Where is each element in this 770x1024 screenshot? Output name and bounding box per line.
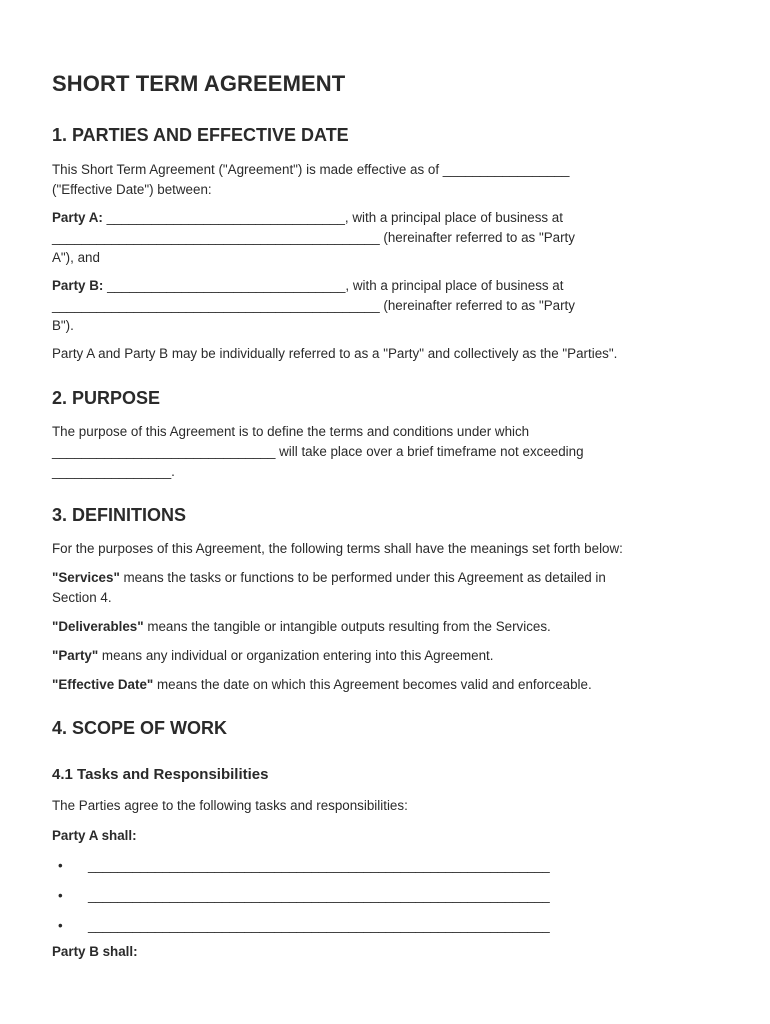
section-1-intro — [52, 160, 720, 200]
bullet-icon: • — [58, 918, 63, 933]
list-item-text: ______________________________________________________________ — [88, 918, 550, 933]
party-a-paragraph — [52, 208, 720, 268]
bullet-icon: • — [58, 888, 63, 903]
deliverables-def: means the tangible or intangible outputs resulting from the Services. — [143, 619, 551, 634]
purpose-line-3: ________________. — [52, 464, 175, 479]
effective-date-def: means the date on which this Agreement becomes valid and enforceable. — [153, 677, 592, 692]
section-1-heading: 1. PARTIES AND EFFECTIVE DATE — [52, 125, 349, 145]
party-a-line-3: A"), and — [52, 250, 100, 265]
party-a-line-1: ________________________________, with a principal place of business at — [102, 210, 563, 225]
services-def-line-1: means the tasks or functions to be performed under this Agreement as detailed in — [119, 570, 606, 585]
section-1-intro-line-2: ("Effective Date") between: — [52, 182, 212, 197]
list-item — [58, 886, 658, 906]
bullet-icon: • — [58, 858, 63, 873]
services-def-line-2: Section 4. — [52, 590, 112, 605]
party-a-label: Party A: — [52, 210, 103, 225]
party-b-shall-text: Party B shall: — [52, 944, 138, 959]
list-item-text: ______________________________________________________________ — [88, 888, 550, 903]
party-b-shall-label — [52, 942, 720, 962]
document-title: SHORT TERM AGREEMENT — [52, 71, 346, 96]
list-item-text: ______________________________________________________________ — [88, 858, 550, 873]
definition-party — [52, 646, 720, 666]
purpose-line-1: The purpose of this Agreement is to define the terms and conditions under which — [52, 424, 530, 439]
deliverables-term: "Deliverables" — [52, 619, 144, 634]
party-b-line-1: ________________________________, with a principal place of business at — [103, 278, 564, 293]
definition-deliverables — [52, 617, 720, 637]
section-1-intro-line-1: This Short Term Agreement ("Agreement") is made effective as of _________________ — [52, 162, 570, 177]
parties-collective-paragraph: Party A and Party B may be individually referred to as a "Party" and collectively as the "Parties". — [52, 346, 618, 361]
effective-date-term: "Effective Date" — [52, 677, 154, 692]
party-a-shall-text: Party A shall: — [52, 828, 137, 843]
definition-services — [52, 568, 720, 608]
party-def: means any individual or organization entering into this Agreement. — [98, 648, 494, 663]
party-b-paragraph — [52, 276, 720, 336]
party-b-line-2: ____________________________________________ (hereinafter referred to as "Party — [52, 298, 575, 313]
section-4-1-heading: 4.1 Tasks and Responsibilities — [52, 766, 269, 783]
list-item — [58, 916, 658, 936]
party-a-shall-label — [52, 826, 720, 846]
purpose-line-2: ______________________________ will take place over a brief timeframe not exceeding — [52, 444, 584, 459]
scope-intro: The Parties agree to the following tasks and responsibilities: — [52, 798, 408, 813]
party-term: "Party" — [52, 648, 99, 663]
party-b-line-3: B"). — [52, 318, 74, 333]
section-3-heading: 3. DEFINITIONS — [52, 505, 187, 525]
party-b-label: Party B: — [52, 278, 104, 293]
definition-effective-date — [52, 675, 720, 695]
services-term: "Services" — [52, 570, 120, 585]
purpose-paragraph — [52, 422, 720, 482]
party-a-line-2: ____________________________________________ (hereinafter referred to as "Party — [52, 230, 575, 245]
definitions-intro: For the purposes of this Agreement, the following terms shall have the meanings set forth below: — [52, 541, 623, 556]
section-4-heading: 4. SCOPE OF WORK — [52, 718, 228, 738]
list-item — [58, 856, 658, 876]
section-2-heading: 2. PURPOSE — [52, 388, 161, 408]
